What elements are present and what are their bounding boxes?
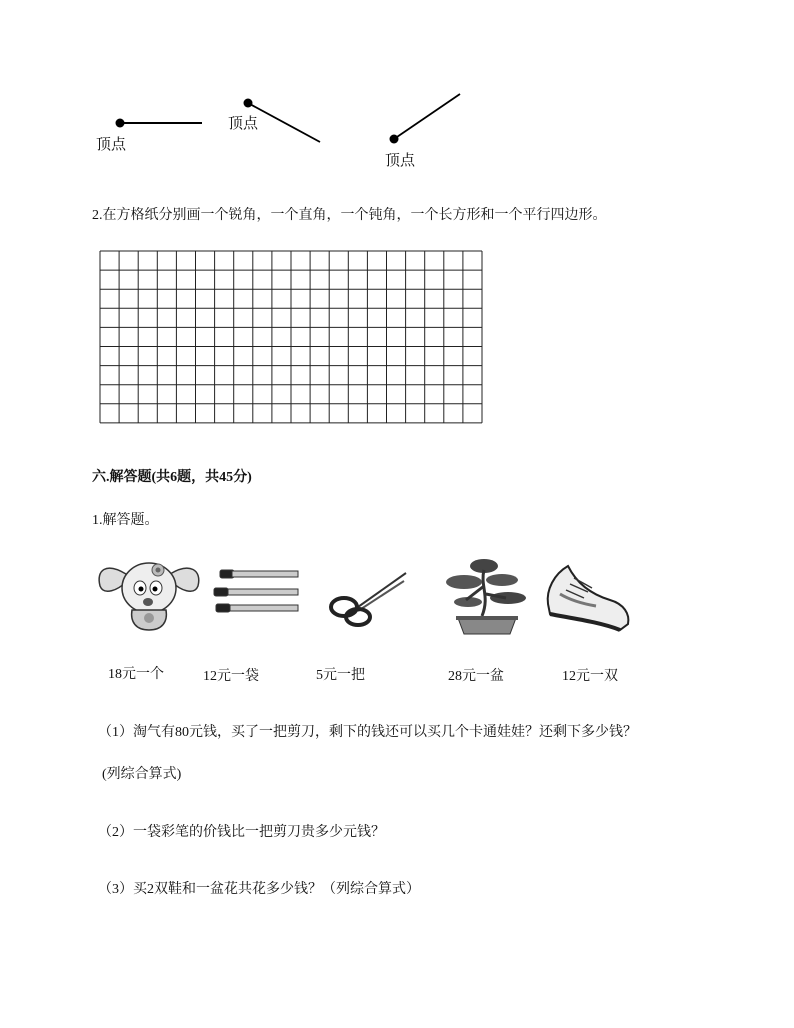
section-title: 六.解答题(共6题，共45分)	[92, 470, 252, 485]
question-2-text: 2.在方格纸分别画一个锐角，一个直角，一个钝角，一个长方形和一个平行四边形。	[92, 208, 607, 223]
price-bonsai: 28元一盆	[448, 669, 504, 684]
vertex-label-3: 顶点	[385, 153, 416, 169]
angle-figure-up	[386, 90, 466, 146]
cartoon-doll-icon	[96, 556, 204, 634]
square-grid-paper	[100, 251, 484, 421]
price-scissors: 5元一把	[316, 668, 365, 683]
shoe-icon	[540, 560, 632, 634]
scissors-icon	[328, 569, 410, 629]
sub-question-2: （2）一袋彩笔的价钱比一把剪刀贵多少元钱？	[98, 825, 385, 840]
price-doll: 18元一个	[108, 667, 164, 682]
sub-question-1: （1）淘气有80元钱，买了一把剪刀，剩下的钱还可以买几个卡通娃娃？还剩下多少钱？	[98, 725, 637, 740]
price-markers: 12元一袋	[203, 669, 259, 684]
question-1-title: 1.解答题。	[92, 513, 159, 528]
vertex-label-2: 顶点	[228, 116, 259, 132]
marker-pens-icon	[212, 566, 302, 626]
sub-question-3: （3）买2双鞋和一盆花共花多少钱？（列综合算式）	[98, 882, 420, 897]
bonsai-icon	[444, 556, 530, 638]
vertex-label-1: 顶点	[96, 137, 127, 153]
sub-question-1-note: (列综合算式)	[102, 767, 182, 782]
price-shoes: 12元一双	[562, 669, 618, 684]
